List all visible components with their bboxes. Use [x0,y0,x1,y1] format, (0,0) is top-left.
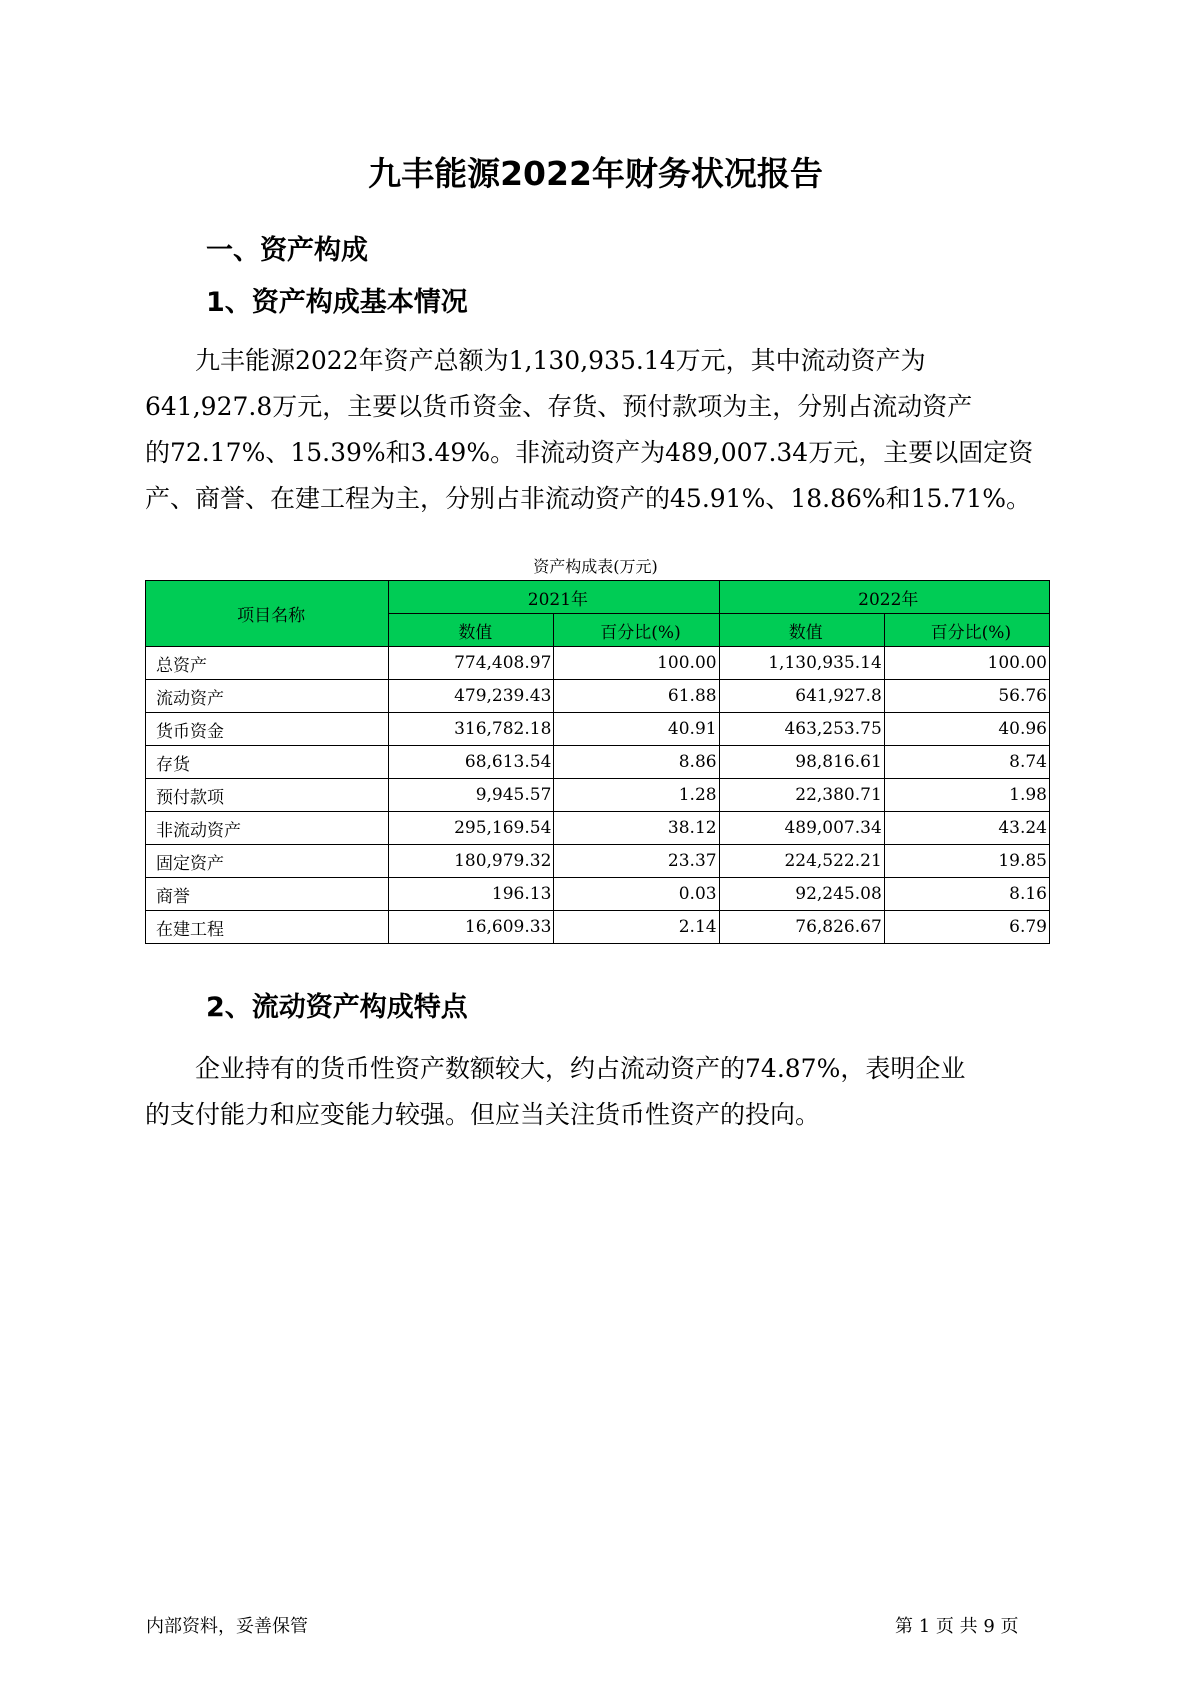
paragraph-line: 企业持有的货币性资产数额较大，约占流动资产的74.87%，表明企业 [195,1054,966,1083]
header-pct-2021: 百分比(%) [554,614,719,647]
table-row [146,647,1050,680]
cell-pct-2021: 2.14 [554,911,719,944]
cell-value-2022: 98,816.61 [719,746,884,779]
paragraph-line: 的支付能力和应变能力较强。但应当关注货币性资产的投向。 [145,1100,821,1129]
table-row [146,713,1050,746]
cell-pct-2022: 8.16 [884,878,1049,911]
header-pct-2022: 百分比(%) [884,614,1049,647]
cell-value-2021: 774,408.97 [389,647,554,680]
row-name: 存货 [146,746,389,779]
cell-pct-2022: 8.74 [884,746,1049,779]
cell-pct-2021: 100.00 [554,647,719,680]
cell-value-2021: 316,782.18 [389,713,554,746]
table-row [146,812,1050,845]
row-name: 非流动资产 [146,812,389,845]
cell-pct-2021: 38.12 [554,812,719,845]
header-year-2021: 2021年 [389,581,719,614]
subsection-heading-current-assets: 2、流动资产构成特点 [206,992,468,1023]
paragraph-line: 的72.17%、15.39%和3.49%。非流动资产为489,007.34万元，主要以固定资 [145,438,1034,467]
header-item-name: 项目名称 [146,581,389,647]
cell-pct-2021: 40.91 [554,713,719,746]
subsection-heading-basic: 1、资产构成基本情况 [206,287,468,318]
cell-pct-2022: 43.24 [884,812,1049,845]
cell-pct-2021: 1.28 [554,779,719,812]
cell-value-2021: 180,979.32 [389,845,554,878]
header-value-2021: 数值 [389,614,554,647]
cell-value-2022: 22,380.71 [719,779,884,812]
header-value-2022: 数值 [719,614,884,647]
current-assets-paragraph [145,1046,1050,1138]
cell-value-2021: 16,609.33 [389,911,554,944]
cell-pct-2022: 100.00 [884,647,1049,680]
row-name: 在建工程 [146,911,389,944]
cell-value-2021: 196.13 [389,878,554,911]
cell-pct-2021: 61.88 [554,680,719,713]
row-name: 预付款项 [146,779,389,812]
table-row [146,779,1050,812]
cell-value-2022: 641,927.8 [719,680,884,713]
paragraph-line: 产、商誉、在建工程为主，分别占非流动资产的45.91%、18.86%和15.71%。 [145,484,1031,513]
cell-value-2022: 224,522.21 [719,845,884,878]
footer-page-number: 第 1 页 共 9 页 [895,1616,1019,1637]
header-year-2022: 2022年 [719,581,1049,614]
table-row [146,746,1050,779]
cell-pct-2022: 56.76 [884,680,1049,713]
table-caption: 资产构成表(万元) [533,557,658,576]
cell-pct-2021: 8.86 [554,746,719,779]
row-name: 货币资金 [146,713,389,746]
cell-pct-2022: 6.79 [884,911,1049,944]
row-name: 总资产 [146,647,389,680]
cell-pct-2022: 19.85 [884,845,1049,878]
cell-value-2022: 92,245.08 [719,878,884,911]
row-name: 流动资产 [146,680,389,713]
cell-pct-2021: 23.37 [554,845,719,878]
asset-summary-paragraph [145,338,1050,522]
row-name: 固定资产 [146,845,389,878]
table-row [146,680,1050,713]
cell-pct-2022: 40.96 [884,713,1049,746]
row-name: 商誉 [146,878,389,911]
table-row [146,911,1050,944]
report-title: 九丰能源2022年财务状况报告 [368,154,823,193]
cell-pct-2022: 1.98 [884,779,1049,812]
cell-value-2021: 295,169.54 [389,812,554,845]
cell-value-2022: 489,007.34 [719,812,884,845]
cell-value-2021: 479,239.43 [389,680,554,713]
cell-value-2022: 1,130,935.14 [719,647,884,680]
section-heading-asset-composition: 一、资产构成 [206,235,368,266]
cell-value-2021: 68,613.54 [389,746,554,779]
asset-composition-table [145,580,1050,944]
table-row [146,878,1050,911]
paragraph-line: 九丰能源2022年资产总额为1,130,935.14万元，其中流动资产为 [195,346,926,375]
cell-value-2022: 463,253.75 [719,713,884,746]
table-row [146,845,1050,878]
cell-value-2022: 76,826.67 [719,911,884,944]
paragraph-line: 641,927.8万元，主要以货币资金、存货、预付款项为主，分别占流动资产 [145,392,973,421]
footer-confidential-note: 内部资料，妥善保管 [146,1616,308,1637]
cell-value-2021: 9,945.57 [389,779,554,812]
cell-pct-2021: 0.03 [554,878,719,911]
